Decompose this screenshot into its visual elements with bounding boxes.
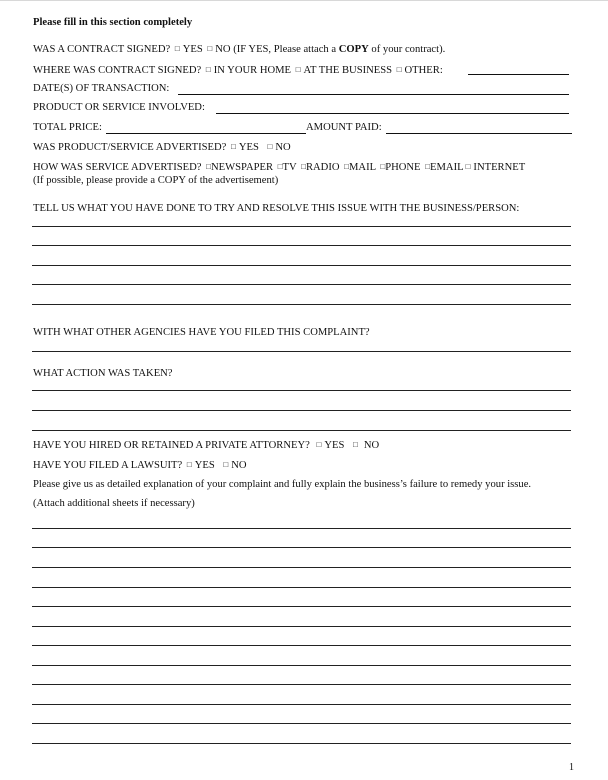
agencies-line[interactable] (32, 351, 571, 352)
contract-question: WAS A CONTRACT SIGNED? (33, 44, 171, 55)
home-label: IN YOUR HOME (213, 65, 292, 76)
explanation-line-10[interactable] (32, 704, 571, 705)
attach-note: (Attach additional sheets if necessary) (33, 498, 195, 509)
section-title: Please fill in this section completely (33, 17, 193, 28)
lawsuit-no-label: NO (231, 460, 247, 471)
where-signed-question: WHERE WAS CONTRACT SIGNED? (33, 65, 202, 76)
resolve-line-5[interactable] (32, 304, 571, 305)
checkbox-tv[interactable]: □ (277, 162, 283, 171)
advertised-no-label: NO (275, 142, 291, 153)
action-line-2[interactable] (32, 410, 571, 411)
checkbox-lawsuit-no[interactable]: □ (223, 460, 229, 469)
checkbox-contract-no[interactable]: □ (207, 44, 213, 53)
resolve-line-4[interactable] (32, 284, 571, 285)
top-border (0, 0, 608, 1)
checkbox-attorney-no[interactable]: □ (353, 440, 358, 449)
dates-fill-line[interactable] (178, 94, 569, 95)
checkbox-business[interactable]: □ (295, 65, 301, 74)
explanation-line-9[interactable] (32, 684, 571, 685)
total-price-fill-line[interactable] (106, 133, 306, 134)
dates-label: DATE(S) OF TRANSACTION: (33, 83, 170, 94)
advertised-question: WAS PRODUCT/SERVICE ADVERTISED? (33, 142, 227, 153)
copy-word: COPY (338, 44, 369, 55)
how-advertised-question: HOW WAS SERVICE ADVERTISED? (33, 162, 202, 173)
amount-paid-fill-line[interactable] (386, 133, 572, 134)
lawsuit-yes-label: YES (194, 460, 215, 471)
contract-signed-row (33, 42, 445, 56)
page-number: 1 (569, 762, 574, 773)
other-fill-line[interactable] (468, 74, 569, 75)
attorney-row (33, 438, 379, 452)
checkbox-other[interactable]: □ (396, 65, 402, 74)
explanation-line-2[interactable] (32, 547, 571, 548)
explanation-line-1[interactable] (32, 528, 571, 529)
resolve-question: TELL US WHAT YOU HAVE DONE TO TRY AND RESOLVE THIS ISSUE WITH THE BUSINESS/PERSON: (33, 203, 520, 214)
action-line-1[interactable] (32, 390, 571, 391)
checkbox-advertised-no[interactable]: □ (267, 142, 273, 151)
checkbox-radio[interactable]: □ (301, 162, 306, 171)
mail-label: MAIL (349, 162, 376, 173)
other-label: OTHER: (404, 65, 443, 76)
how-advertised-row (33, 160, 525, 174)
checkbox-advertised-yes[interactable]: □ (231, 142, 236, 151)
attorney-yes-label: YES (324, 440, 345, 451)
contract-yes-label: YES (182, 44, 203, 55)
where-signed-row (33, 63, 443, 77)
contract-tail: of your contract). (371, 44, 446, 55)
product-fill-line[interactable] (216, 113, 569, 114)
checkbox-home[interactable]: □ (205, 65, 211, 74)
explanation-line-6[interactable] (32, 626, 571, 627)
action-line-3[interactable] (32, 430, 571, 431)
checkbox-lawsuit-yes[interactable]: □ (186, 460, 192, 469)
resolve-line-1[interactable] (32, 226, 571, 227)
explanation-prompt: Please give us as detailed explanation of your complaint and fully explain the business’s failure to remedy your issue. (33, 479, 532, 490)
tv-label: TV (282, 162, 297, 173)
resolve-line-2[interactable] (32, 245, 571, 246)
action-question: WHAT ACTION WAS TAKEN? (33, 368, 173, 379)
newspaper-label: NEWSPAPER (211, 162, 274, 173)
checkbox-mail[interactable]: □ (344, 162, 350, 171)
checkbox-contract-yes[interactable]: □ (174, 44, 180, 53)
explanation-line-3[interactable] (32, 567, 571, 568)
explanation-line-4[interactable] (32, 587, 571, 588)
checkbox-internet[interactable]: □ (465, 162, 471, 171)
checkbox-email[interactable]: □ (425, 162, 431, 171)
checkbox-phone[interactable]: □ (380, 162, 386, 171)
explanation-line-12[interactable] (32, 743, 571, 744)
checkbox-newspaper[interactable]: □ (206, 162, 212, 171)
attorney-question: HAVE YOU HIRED OR RETAINED A PRIVATE ATTORNEY? (33, 440, 310, 451)
advertised-row (33, 140, 291, 154)
total-price-label: TOTAL PRICE: (33, 122, 102, 133)
advertised-yes-label: YES (238, 142, 259, 153)
phone-label: PHONE (385, 162, 421, 173)
attorney-no-label: NO (363, 440, 380, 451)
product-label: PRODUCT OR SERVICE INVOLVED: (33, 102, 205, 113)
radio-label: RADIO (305, 162, 340, 173)
internet-label: INTERNET (473, 162, 526, 173)
lawsuit-row (33, 458, 247, 472)
lawsuit-question: HAVE YOU FILED A LAWSUIT? (33, 460, 183, 471)
explanation-line-11[interactable] (32, 723, 571, 724)
resolve-line-3[interactable] (32, 265, 571, 266)
contract-no-label: NO (IF YES, Please attach a (215, 44, 337, 55)
email-label: EMAIL (430, 162, 464, 173)
agencies-question: WITH WHAT OTHER AGENCIES HAVE YOU FILED THIS COMPLAINT? (33, 327, 370, 338)
advertisement-note: (If possible, please provide a COPY of the advertisement) (33, 175, 279, 186)
checkbox-attorney-yes[interactable]: □ (316, 440, 322, 449)
explanation-line-8[interactable] (32, 665, 571, 666)
business-label: AT THE BUSINESS (303, 65, 393, 76)
explanation-line-7[interactable] (32, 645, 571, 646)
amount-paid-label: AMOUNT PAID: (306, 122, 382, 133)
explanation-line-5[interactable] (32, 606, 571, 607)
